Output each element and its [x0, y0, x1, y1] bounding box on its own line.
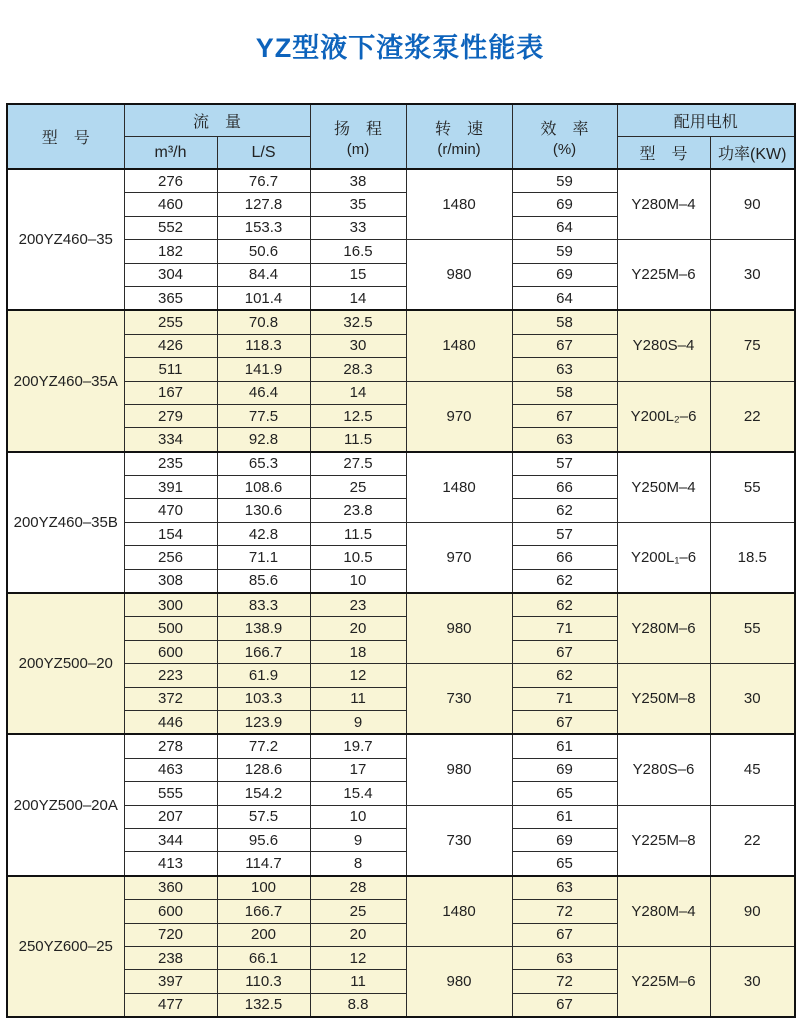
- efficiency-cell: 61: [512, 805, 617, 828]
- motor-model-cell: Y225M–6: [617, 946, 710, 1017]
- flow-ls-cell: 100: [217, 876, 310, 900]
- head-cell: 17: [310, 758, 406, 781]
- speed-cell: 980: [406, 734, 512, 805]
- flow-ls-cell: 95.6: [217, 828, 310, 851]
- flow-m3h-cell: 304: [124, 263, 217, 286]
- flow-ls-cell: 153.3: [217, 216, 310, 239]
- flow-ls-cell: 166.7: [217, 900, 310, 923]
- flow-ls-cell: 108.6: [217, 476, 310, 499]
- head-cell: 33: [310, 216, 406, 239]
- head-cell: 11.5: [310, 428, 406, 452]
- model-cell: 200YZ500–20A: [7, 734, 124, 875]
- flow-m3h-cell: 154: [124, 522, 217, 545]
- table-row: [7, 946, 795, 969]
- speed-cell: 730: [406, 664, 512, 735]
- motor-power-cell: 22: [710, 381, 795, 452]
- motor-power-cell: 45: [710, 734, 795, 805]
- flow-ls-cell: 128.6: [217, 758, 310, 781]
- efficiency-cell: 58: [512, 310, 617, 334]
- head-cell: 23: [310, 593, 406, 617]
- motor-power-cell: 55: [710, 593, 795, 664]
- efficiency-cell: 66: [512, 476, 617, 499]
- flow-ls-cell: 110.3: [217, 970, 310, 993]
- table-row: [7, 169, 795, 193]
- model-cell: 200YZ500–20: [7, 593, 124, 734]
- motor-power-cell: 90: [710, 169, 795, 240]
- speed-cell: 1480: [406, 452, 512, 523]
- motor-power-cell: 30: [710, 946, 795, 1017]
- flow-ls-cell: 83.3: [217, 593, 310, 617]
- flow-ls-cell: 130.6: [217, 499, 310, 522]
- table-row: [7, 593, 795, 617]
- flow-m3h-cell: 365: [124, 286, 217, 310]
- model-cell: 200YZ460–35A: [7, 310, 124, 451]
- table-row: [7, 805, 795, 828]
- flow-m3h-cell: 470: [124, 499, 217, 522]
- flow-m3h-cell: 426: [124, 334, 217, 357]
- motor-power-cell: 22: [710, 805, 795, 876]
- table-row: [7, 381, 795, 404]
- flow-m3h-cell: 460: [124, 193, 217, 216]
- flow-m3h-cell: 255: [124, 310, 217, 334]
- motor-power-cell: 75: [710, 310, 795, 381]
- table-row: [7, 310, 795, 334]
- head-cell: 32.5: [310, 310, 406, 334]
- flow-ls-cell: 71.1: [217, 546, 310, 569]
- head-cell: 9: [310, 710, 406, 734]
- head-cell: 12: [310, 664, 406, 687]
- efficiency-cell: 69: [512, 193, 617, 216]
- flow-ls-cell: 154.2: [217, 782, 310, 805]
- flow-ls-cell: 118.3: [217, 334, 310, 357]
- efficiency-cell: 67: [512, 993, 617, 1017]
- head-cell: 25: [310, 476, 406, 499]
- efficiency-cell: 59: [512, 169, 617, 193]
- efficiency-cell: 63: [512, 946, 617, 969]
- head-cell: 10: [310, 805, 406, 828]
- flow-ls-cell: 46.4: [217, 381, 310, 404]
- motor-model-cell: Y280M–4: [617, 169, 710, 240]
- header-motor-model: 型 号: [617, 137, 710, 170]
- efficiency-cell: 72: [512, 970, 617, 993]
- flow-m3h-cell: 600: [124, 640, 217, 663]
- motor-model-cell: Y225M–8: [617, 805, 710, 876]
- head-cell: 20: [310, 923, 406, 946]
- flow-ls-cell: 138.9: [217, 617, 310, 640]
- table-body: [7, 169, 795, 1017]
- head-cell: 14: [310, 381, 406, 404]
- head-cell: 11: [310, 970, 406, 993]
- efficiency-cell: 72: [512, 900, 617, 923]
- efficiency-cell: 67: [512, 404, 617, 427]
- flow-m3h-cell: 300: [124, 593, 217, 617]
- speed-cell: 980: [406, 593, 512, 664]
- flow-ls-cell: 85.6: [217, 569, 310, 593]
- flow-m3h-cell: 720: [124, 923, 217, 946]
- head-cell: 18: [310, 640, 406, 663]
- flow-ls-cell: 77.2: [217, 734, 310, 758]
- motor-model-cell: Y280M–6: [617, 593, 710, 664]
- head-cell: 11.5: [310, 522, 406, 545]
- head-cell: 8.8: [310, 993, 406, 1017]
- flow-ls-cell: 84.4: [217, 263, 310, 286]
- efficiency-cell: 63: [512, 876, 617, 900]
- efficiency-cell: 58: [512, 381, 617, 404]
- efficiency-cell: 69: [512, 758, 617, 781]
- flow-ls-cell: 50.6: [217, 240, 310, 263]
- flow-m3h-cell: 278: [124, 734, 217, 758]
- flow-ls-cell: 77.5: [217, 404, 310, 427]
- efficiency-cell: 65: [512, 852, 617, 876]
- flow-m3h-cell: 397: [124, 970, 217, 993]
- head-cell: 12.5: [310, 404, 406, 427]
- motor-model-cell: Y200L₂–6: [617, 381, 710, 452]
- header-head: [310, 104, 406, 169]
- flow-m3h-cell: 167: [124, 381, 217, 404]
- efficiency-cell: 65: [512, 782, 617, 805]
- head-cell: 15.4: [310, 782, 406, 805]
- header-efficiency-label: 效 率: [540, 120, 589, 138]
- head-cell: 12: [310, 946, 406, 969]
- head-cell: 14: [310, 286, 406, 310]
- flow-m3h-cell: 511: [124, 358, 217, 381]
- table-header: [7, 104, 795, 169]
- flow-m3h-cell: 500: [124, 617, 217, 640]
- motor-model-cell: Y280M–4: [617, 876, 710, 947]
- head-cell: 27.5: [310, 452, 406, 476]
- efficiency-cell: 64: [512, 216, 617, 239]
- efficiency-cell: 62: [512, 593, 617, 617]
- head-cell: 9: [310, 828, 406, 851]
- flow-m3h-cell: 391: [124, 476, 217, 499]
- efficiency-cell: 71: [512, 687, 617, 710]
- table-row: [7, 522, 795, 545]
- efficiency-cell: 59: [512, 240, 617, 263]
- efficiency-cell: 69: [512, 828, 617, 851]
- header-head-unit: (m): [346, 140, 370, 158]
- header-row-1: [7, 104, 795, 137]
- motor-model-cell: Y250M–4: [617, 452, 710, 523]
- flow-ls-cell: 132.5: [217, 993, 310, 1017]
- speed-cell: 980: [406, 240, 512, 311]
- header-motor-power: 功率(KW): [710, 137, 795, 170]
- header-flow-ls: L/S: [217, 137, 310, 170]
- motor-model-cell: Y200L₁–6: [617, 522, 710, 593]
- table-row: [7, 876, 795, 900]
- page-title: YZ型液下渣浆泵性能表: [255, 33, 545, 63]
- flow-m3h-cell: 344: [124, 828, 217, 851]
- header-flow: 流 量: [124, 104, 310, 137]
- flow-m3h-cell: 279: [124, 404, 217, 427]
- efficiency-cell: 57: [512, 522, 617, 545]
- head-cell: 35: [310, 193, 406, 216]
- efficiency-cell: 66: [512, 546, 617, 569]
- table-row: [7, 452, 795, 476]
- head-cell: 20: [310, 617, 406, 640]
- flow-m3h-cell: 182: [124, 240, 217, 263]
- speed-cell: 1480: [406, 169, 512, 240]
- flow-ls-cell: 92.8: [217, 428, 310, 452]
- motor-power-cell: 30: [710, 240, 795, 311]
- flow-m3h-cell: 360: [124, 876, 217, 900]
- flow-m3h-cell: 223: [124, 664, 217, 687]
- head-cell: 25: [310, 900, 406, 923]
- header-efficiency-unit: (%): [552, 140, 577, 158]
- table-row: [7, 734, 795, 758]
- header-flow-m3h: m³/h: [124, 137, 217, 170]
- header-head-label: 扬 程: [334, 120, 383, 138]
- efficiency-cell: 62: [512, 499, 617, 522]
- speed-cell: 970: [406, 381, 512, 452]
- motor-power-cell: 18.5: [710, 522, 795, 593]
- flow-m3h-cell: 276: [124, 169, 217, 193]
- flow-m3h-cell: 207: [124, 805, 217, 828]
- flow-m3h-cell: 555: [124, 782, 217, 805]
- efficiency-cell: 62: [512, 664, 617, 687]
- pump-performance-table: [6, 103, 796, 1018]
- header-motor: 配用电机: [617, 104, 795, 137]
- flow-ls-cell: 114.7: [217, 852, 310, 876]
- efficiency-cell: 63: [512, 428, 617, 452]
- flow-m3h-cell: 413: [124, 852, 217, 876]
- flow-m3h-cell: 600: [124, 900, 217, 923]
- flow-m3h-cell: 334: [124, 428, 217, 452]
- speed-cell: 980: [406, 946, 512, 1017]
- head-cell: 15: [310, 263, 406, 286]
- flow-m3h-cell: 372: [124, 687, 217, 710]
- flow-ls-cell: 141.9: [217, 358, 310, 381]
- flow-m3h-cell: 446: [124, 710, 217, 734]
- head-cell: 23.8: [310, 499, 406, 522]
- motor-model-cell: Y280S–6: [617, 734, 710, 805]
- flow-ls-cell: 101.4: [217, 286, 310, 310]
- head-cell: 8: [310, 852, 406, 876]
- efficiency-cell: 67: [512, 710, 617, 734]
- flow-ls-cell: 42.8: [217, 522, 310, 545]
- head-cell: 28: [310, 876, 406, 900]
- model-cell: 200YZ460–35: [7, 169, 124, 310]
- head-cell: 10.5: [310, 546, 406, 569]
- header-speed: [406, 104, 512, 169]
- flow-ls-cell: 103.3: [217, 687, 310, 710]
- header-speed-unit: (r/min): [437, 140, 481, 158]
- efficiency-cell: 67: [512, 640, 617, 663]
- flow-m3h-cell: 463: [124, 758, 217, 781]
- speed-cell: 1480: [406, 876, 512, 947]
- flow-ls-cell: 66.1: [217, 946, 310, 969]
- flow-ls-cell: 123.9: [217, 710, 310, 734]
- flow-ls-cell: 65.3: [217, 452, 310, 476]
- efficiency-cell: 67: [512, 923, 617, 946]
- table-row: [7, 664, 795, 687]
- header-efficiency: [512, 104, 617, 169]
- flow-m3h-cell: 477: [124, 993, 217, 1017]
- flow-ls-cell: 70.8: [217, 310, 310, 334]
- model-cell: 250YZ600–25: [7, 876, 124, 1017]
- efficiency-cell: 57: [512, 452, 617, 476]
- motor-power-cell: 30: [710, 664, 795, 735]
- head-cell: 38: [310, 169, 406, 193]
- flow-m3h-cell: 552: [124, 216, 217, 239]
- efficiency-cell: 67: [512, 334, 617, 357]
- flow-ls-cell: 57.5: [217, 805, 310, 828]
- flow-m3h-cell: 308: [124, 569, 217, 593]
- motor-power-cell: 90: [710, 876, 795, 947]
- speed-cell: 970: [406, 522, 512, 593]
- efficiency-cell: 61: [512, 734, 617, 758]
- speed-cell: 730: [406, 805, 512, 876]
- head-cell: 16.5: [310, 240, 406, 263]
- table-row: [7, 240, 795, 263]
- motor-model-cell: Y280S–4: [617, 310, 710, 381]
- head-cell: 28.3: [310, 358, 406, 381]
- speed-cell: 1480: [406, 310, 512, 381]
- flow-ls-cell: 76.7: [217, 169, 310, 193]
- header-model: 型 号: [7, 104, 124, 169]
- model-cell: 200YZ460–35B: [7, 452, 124, 593]
- head-cell: 10: [310, 569, 406, 593]
- head-cell: 30: [310, 334, 406, 357]
- flow-ls-cell: 127.8: [217, 193, 310, 216]
- head-cell: 11: [310, 687, 406, 710]
- efficiency-cell: 69: [512, 263, 617, 286]
- flow-m3h-cell: 256: [124, 546, 217, 569]
- flow-m3h-cell: 238: [124, 946, 217, 969]
- efficiency-cell: 71: [512, 617, 617, 640]
- motor-model-cell: Y250M–8: [617, 664, 710, 735]
- flow-ls-cell: 166.7: [217, 640, 310, 663]
- efficiency-cell: 64: [512, 286, 617, 310]
- flow-ls-cell: 61.9: [217, 664, 310, 687]
- header-speed-label: 转 速: [435, 120, 484, 138]
- head-cell: 19.7: [310, 734, 406, 758]
- motor-power-cell: 55: [710, 452, 795, 523]
- efficiency-cell: 63: [512, 358, 617, 381]
- efficiency-cell: 62: [512, 569, 617, 593]
- motor-model-cell: Y225M–6: [617, 240, 710, 311]
- flow-m3h-cell: 235: [124, 452, 217, 476]
- flow-ls-cell: 200: [217, 923, 310, 946]
